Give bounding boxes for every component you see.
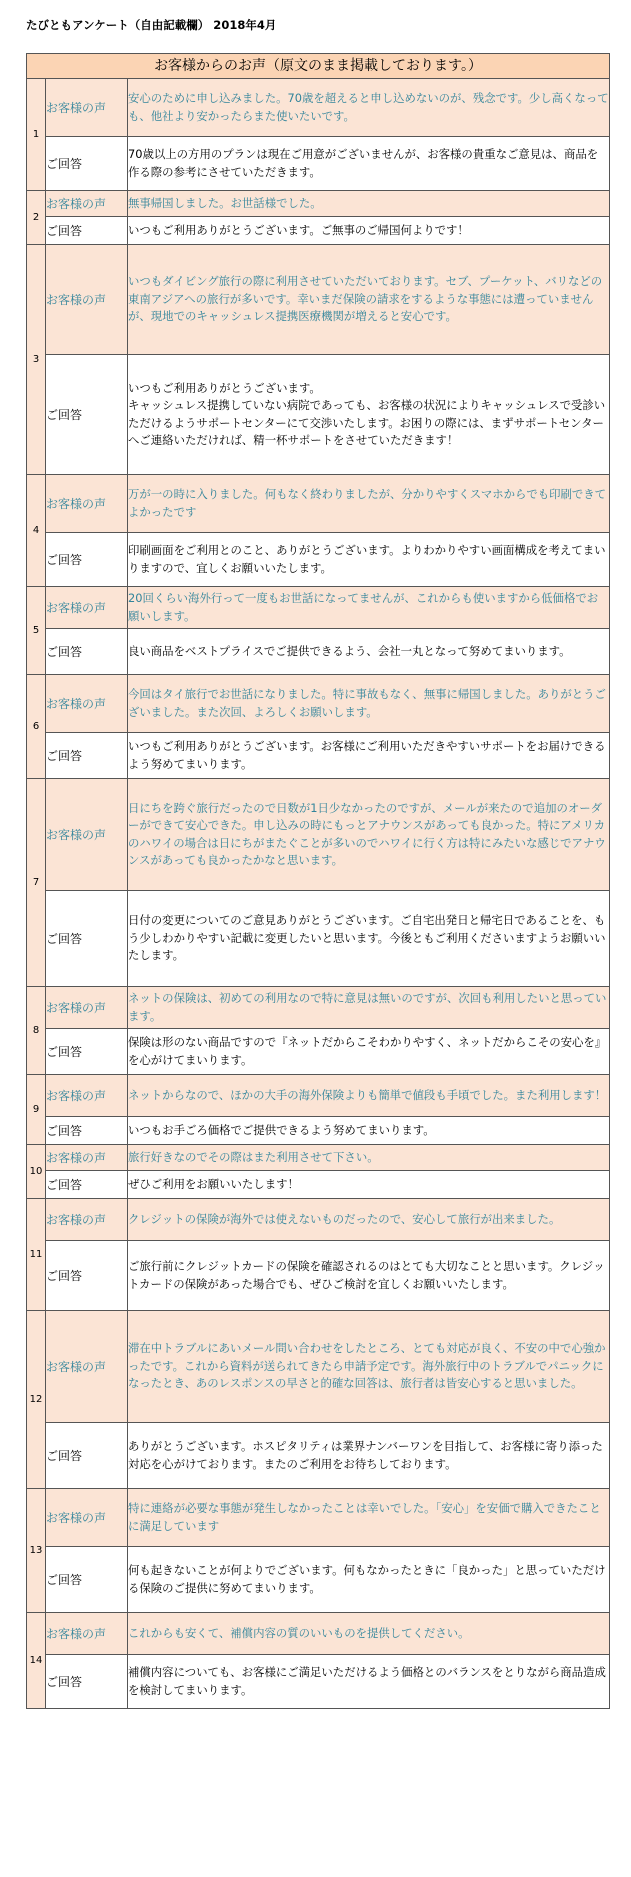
- reply-text: 日付の変更についてのご意見ありがとうございます。ご自宅出発日と帰宅日であることを、もう少しわかりやすい記載に変更したいと思います。今後ともご利用くださいますようお願いいたします。: [128, 891, 610, 987]
- entry-number: 14: [27, 1613, 46, 1709]
- entry-voice-row: [27, 475, 610, 533]
- customer-voice-text: 万が一の時に入りました。何もなく終わりましたが、分かりやすくスマホからでも印刷できてよかったです: [128, 475, 610, 533]
- customer-voice-text: 20回くらい海外行って一度もお世話になってませんが、これからも使いますから低価格でお願いします。: [128, 587, 610, 629]
- customer-voice-text: ネットの保険は、初めての利用なので特に意見は無いのですが、次回も利用したいと思っています。: [128, 987, 610, 1029]
- customer-voice-label: お客様の声: [46, 987, 128, 1029]
- reply-label: ご回答: [46, 1655, 128, 1709]
- document-title: たびともアンケート（自由記載欄） 2018年4月: [26, 18, 277, 32]
- reply-text: 何も起きないことが何よりでございます。何もなかったときに「良かった」と思っていただける保険のご提供に努めてまいります。: [128, 1547, 610, 1613]
- customer-voice-label: お客様の声: [46, 1075, 128, 1117]
- entry-number: 2: [27, 191, 46, 245]
- entry-number: 11: [27, 1199, 46, 1311]
- reply-label: ご回答: [46, 1029, 128, 1075]
- reply-label: ご回答: [46, 1171, 128, 1199]
- reply-label: ご回答: [46, 217, 128, 245]
- entry-number: 12: [27, 1311, 46, 1489]
- customer-voice-label: お客様の声: [46, 1145, 128, 1171]
- entry-voice-row: [27, 587, 610, 629]
- survey-table: [26, 53, 610, 1709]
- entry-voice-row: [27, 191, 610, 217]
- customer-voice-text: これからも安くて、補償内容の質のいいものを提供してください。: [128, 1613, 610, 1655]
- entry-voice-row: [27, 1489, 610, 1547]
- customer-voice-text: 特に連絡が必要な事態が発生しなかったことは幸いでした。「安心」を安価で購入できたことに満足しています: [128, 1489, 610, 1547]
- entry-number: 9: [27, 1075, 46, 1145]
- entry-voice-row: [27, 779, 610, 891]
- entry-reply-row: [27, 891, 610, 987]
- entry-reply-row: [27, 217, 610, 245]
- entry-reply-row: [27, 629, 610, 675]
- customer-voice-text: 今回はタイ旅行でお世話になりました。特に事故もなく、無事に帰国しました。ありがとうございました。また次回、よろしくお願いします。: [128, 675, 610, 733]
- reply-label: ご回答: [46, 891, 128, 987]
- entry-voice-row: [27, 245, 610, 355]
- entry-voice-row: [27, 1613, 610, 1655]
- entry-reply-row: [27, 1423, 610, 1489]
- reply-text: 70歳以上の方用のプランは現在ご用意がございませんが、お客様の貴重なご意見は、商品を作る際の参考にさせていただきます。: [128, 137, 610, 191]
- reply-label: ご回答: [46, 355, 128, 475]
- entry-reply-row: [27, 1655, 610, 1709]
- customer-voice-label: お客様の声: [46, 1489, 128, 1547]
- customer-voice-text: ネットからなので、ほかの大手の海外保険よりも簡単で値段も手頃でした。また利用します！: [128, 1075, 610, 1117]
- entry-number: 8: [27, 987, 46, 1075]
- customer-voice-label: お客様の声: [46, 1613, 128, 1655]
- reply-text: 印刷画面をご利用とのこと、ありがとうございます。よりわかりやすい画面構成を考えてまいりますので、宜しくお願いいたします。: [128, 533, 610, 587]
- entry-voice-row: [27, 1075, 610, 1117]
- entry-reply-row: [27, 1029, 610, 1075]
- reply-label: ご回答: [46, 733, 128, 779]
- reply-text: ぜひご利用をお願いいたします！: [128, 1171, 610, 1199]
- entry-reply-row: [27, 1547, 610, 1613]
- reply-text: ありがとうございます。ホスピタリティは業界ナンバーワンを目指して、お客様に寄り添った対応を心がけております。またのご利用をお待ちしております。: [128, 1423, 610, 1489]
- entry-voice-row: [27, 675, 610, 733]
- entry-number: 13: [27, 1489, 46, 1613]
- reply-text: いつもお手ごろ価格でご提供できるよう努めてまいります。: [128, 1117, 610, 1145]
- reply-text: いつもご利用ありがとうございます。お客様にご利用いただきやすいサポートをお届けできるよう努めてまいります。: [128, 733, 610, 779]
- entry-voice-row: [27, 1311, 610, 1423]
- entry-number: 6: [27, 675, 46, 779]
- reply-text: ご旅行前にクレジットカードの保険を確認されるのはとても大切なことと思います。クレジットカードの保険があった場合でも、ぜひご検討を宜しくお願いいたします。: [128, 1241, 610, 1311]
- customer-voice-label: お客様の声: [46, 675, 128, 733]
- customer-voice-label: お客様の声: [46, 587, 128, 629]
- entry-number: 3: [27, 245, 46, 475]
- reply-text: いつもご利用ありがとうございます。 キャッシュレス提携していない病院であっても、お客様の状況によりキャッシュレスで受診いただけるようサポートセンターにて交渉いたします。お困りの際には、まずサポートセンターへご連絡いただければ、精一杯サポートをさせていただきます！: [128, 355, 610, 475]
- customer-voice-text: 日にちを跨ぐ旅行だったので日数が1日少なかったのですが、メールが来たので追加のオーダーができて安心できた。申し込みの時にもっとアナウンスがあっても良かった。特にアメリカのハワイの場合は日にちがまたぐことが多いのでハワイに行く方は特にみたいな感じでアナウンスがあっても良かったかなと思います。: [128, 779, 610, 891]
- reply-text: いつもご利用ありがとうございます。ご無事のご帰国何よりです！: [128, 217, 610, 245]
- reply-text: 良い商品をベストプライスでご提供できるよう、会社一丸となって努めてまいります。: [128, 629, 610, 675]
- customer-voice-text: いつもダイビング旅行の際に利用させていただいております。セブ、プーケット、バリなどの東南アジアへの旅行が多いです。幸いまだ保険の請求をするような事態には遭っていませんが、現地でのキャッシュレス提携医療機関が増えると安心です。: [128, 245, 610, 355]
- customer-voice-text: 無事帰国しました。お世話様でした。: [128, 191, 610, 217]
- customer-voice-text: 安心のために申し込みました。70歳を超えると申し込めないのが、残念です。少し高くなっても、他社より安かったらまた使いたいです。: [128, 79, 610, 137]
- entry-reply-row: [27, 137, 610, 191]
- entry-number: 4: [27, 475, 46, 587]
- customer-voice-label: お客様の声: [46, 79, 128, 137]
- entry-reply-row: [27, 355, 610, 475]
- reply-label: ご回答: [46, 533, 128, 587]
- entry-reply-row: [27, 1117, 610, 1145]
- reply-label: ご回答: [46, 629, 128, 675]
- entry-voice-row: [27, 1199, 610, 1241]
- customer-voice-label: お客様の声: [46, 1199, 128, 1241]
- customer-voice-text: 滞在中トラブルにあいメール問い合わせをしたところ、とても対応が良く、不安の中で心強かったです。これから資料が送られてきたら申請予定です。海外旅行中のトラブルでパニックになったとき、あのレスポンスの早さと的確な回答は、旅行者は皆安心すると思いました。: [128, 1311, 610, 1423]
- reply-text: 保険は形のない商品ですので『ネットだからこそわかりやすく、ネットだからこその安心を』を心がけてまいります。: [128, 1029, 610, 1075]
- customer-voice-text: 旅行好きなのでその際はまた利用させて下さい。: [128, 1145, 610, 1171]
- entry-voice-row: [27, 987, 610, 1029]
- customer-voice-label: お客様の声: [46, 1311, 128, 1423]
- entry-reply-row: [27, 533, 610, 587]
- entry-number: 5: [27, 587, 46, 675]
- entry-reply-row: [27, 1241, 610, 1311]
- reply-label: ご回答: [46, 137, 128, 191]
- reply-label: ご回答: [46, 1547, 128, 1613]
- customer-voice-label: お客様の声: [46, 245, 128, 355]
- reply-label: ご回答: [46, 1117, 128, 1145]
- entry-reply-row: [27, 733, 610, 779]
- customer-voice-text: クレジットの保険が海外では使えないものだったので、安心して旅行が出来ました。: [128, 1199, 610, 1241]
- reply-text: 補償内容についても、お客様にご満足いただけるよう価格とのバランスをとりながら商品造成を検討してまいります。: [128, 1655, 610, 1709]
- customer-voice-label: お客様の声: [46, 475, 128, 533]
- table-header-row: [27, 54, 610, 79]
- entry-voice-row: [27, 79, 610, 137]
- customer-voice-label: お客様の声: [46, 191, 128, 217]
- entry-voice-row: [27, 1145, 610, 1171]
- reply-label: ご回答: [46, 1241, 128, 1311]
- customer-voice-label: お客様の声: [46, 779, 128, 891]
- entry-number: 7: [27, 779, 46, 987]
- entry-number: 10: [27, 1145, 46, 1199]
- entry-reply-row: [27, 1171, 610, 1199]
- entry-number: 1: [27, 79, 46, 191]
- reply-label: ご回答: [46, 1423, 128, 1489]
- table-header: お客様からのお声（原文のまま掲載しております。）: [27, 54, 610, 79]
